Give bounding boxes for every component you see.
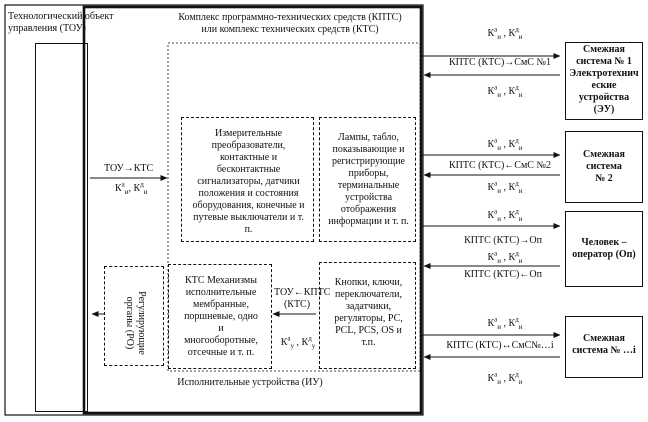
display-text-line: показывающие и [332, 144, 405, 155]
mechanisms-text-line: исполнительные [185, 287, 257, 298]
tou-object-block [35, 43, 88, 412]
signal-label-3b: $К^а_и$ , $К^д_и$ [487, 249, 523, 265]
system-label-line: система [586, 161, 622, 172]
system-label-line: устройства [578, 92, 630, 103]
ktps-title: Комплекс программно-технических средств (КПТС) или комплекс технических средств (КТС) [178, 12, 402, 35]
display-text-line: информации и т. п. [328, 216, 409, 227]
system-label-line: Смежная [583, 333, 625, 344]
measuring-text-line: оборудования, конечные и [192, 200, 305, 211]
mechanisms-text-line: поршневые, одно [184, 311, 258, 322]
adjacent-system-i-label [566, 333, 642, 357]
operator-system-label [566, 237, 642, 261]
tou-to-kts-label: ТОУ→КТС [104, 163, 154, 174]
measuring-text-line: преобразователи, [211, 140, 286, 151]
operator-system [565, 211, 643, 287]
display-text-line: устройства [344, 192, 393, 203]
regulating-organ-box [104, 266, 164, 366]
ktps-to-tou-signals: $К^а_у$ , $К^д_у$ [280, 334, 316, 350]
actuator-mechanisms-box [168, 264, 272, 369]
display-text-line: Лампы, табло, [338, 132, 399, 143]
system-label-line: (ЭУ) [593, 104, 615, 115]
system-label-line: система № 1 [576, 56, 632, 67]
system-label-line: № 2 [595, 173, 613, 184]
signal-label-3a: $К^а_и$ , $К^д_и$ [487, 207, 523, 223]
mechanisms-text-line: отсечные и т. п. [187, 347, 255, 358]
display-text-line: регистрирующие [331, 156, 405, 167]
measuring-text-line: бесконтактные [216, 164, 281, 175]
tou-to-kts-signals: $К^а_и$, $К^д_и$ [115, 180, 148, 196]
control-devices-text [320, 277, 417, 349]
system-label-line: система № …i [572, 345, 636, 356]
mechanisms-text-line: мембранные, [193, 299, 249, 310]
measuring-text-line: контактные и [219, 152, 278, 163]
system-label-line: Смежная [583, 149, 625, 160]
measuring-text-line: путевые выключатели и т. [193, 212, 304, 223]
signal-label-4a: $К^а_и$ , $К^д_и$ [487, 315, 523, 331]
adjacent-system-i [565, 316, 643, 378]
actuators-caption: Исполнительные устройства (ИУ) [177, 377, 323, 388]
system-label-line: Человек – [581, 237, 627, 248]
display-text-line: отображения [340, 204, 397, 215]
channel-label-1: КПТС (КТС)→СмС №1 [449, 57, 551, 68]
measuring-text-line: Измерительные [214, 128, 283, 139]
mechanisms-text-line: КТС Механизмы [185, 275, 257, 286]
controls-text-line: т.п. [361, 337, 376, 348]
system-label-line: оператор (Оп) [572, 249, 636, 260]
controls-text-line: регуляторы, РС, [334, 313, 403, 324]
measuring-devices-box [181, 117, 314, 242]
controls-text-line: PCL, PCS, OS и [335, 325, 402, 336]
regulating-organ-text: Регулирующие органы (РО) [124, 291, 147, 355]
controls-text-line: задатчики, [345, 301, 392, 312]
measuring-text-line: положения и состояния [198, 188, 299, 199]
mechanisms-text-line: многооборотные, [184, 335, 258, 346]
channel-label-4: КПТС (КТС)←Оп [464, 269, 542, 280]
channel-label-3: КПТС (КТС)→Оп [464, 235, 542, 246]
adjacent-system-1 [565, 42, 643, 120]
adjacent-system-1-label [566, 44, 642, 116]
adjacent-system-2 [565, 131, 643, 203]
signal-label-4b: $К^а_и$ , $К^д_и$ [487, 370, 523, 386]
channel-label-5: КПТС (КТС)↔СмС№…i [446, 340, 554, 351]
system-label-line: Смежная [583, 44, 625, 55]
channel-label-2: КПТС (КТС)←СмС №2 [449, 160, 551, 171]
adjacent-system-2-label [566, 149, 642, 185]
system-label-line: еские [591, 80, 617, 91]
control-devices-box [319, 262, 416, 369]
signal-label-2a: $К^а_и$ , $К^д_и$ [487, 136, 523, 152]
system-label-line: Электротехнич [569, 68, 639, 79]
display-text-line: приборы, [348, 168, 389, 179]
signal-label-2b: $К^а_и$ , $К^д_и$ [487, 179, 523, 195]
display-text-line: терминальные [337, 180, 400, 191]
signal-label-1b: $К^а_и$ , $К^д_и$ [487, 83, 523, 99]
measuring-text-line: сигнализаторы, датчики [197, 176, 300, 187]
measuring-devices-text [182, 128, 315, 236]
display-devices-text [320, 132, 417, 228]
tou-title: Технологический объект управления (ТОУ) [8, 11, 114, 34]
measuring-text-line: п. [244, 224, 253, 235]
controls-text-line: переключатели, [334, 289, 403, 300]
display-devices-box [319, 117, 416, 242]
mechanisms-text-line: и [218, 323, 224, 334]
signal-label-1a: $К^а_и$ , $К^д_и$ [487, 25, 523, 41]
actuator-mechanisms-text [169, 275, 273, 359]
ktps-to-tou-label: ТОУ←КПТС (КТС) [274, 287, 331, 310]
controls-text-line: Кнопки, ключи, [334, 277, 403, 288]
